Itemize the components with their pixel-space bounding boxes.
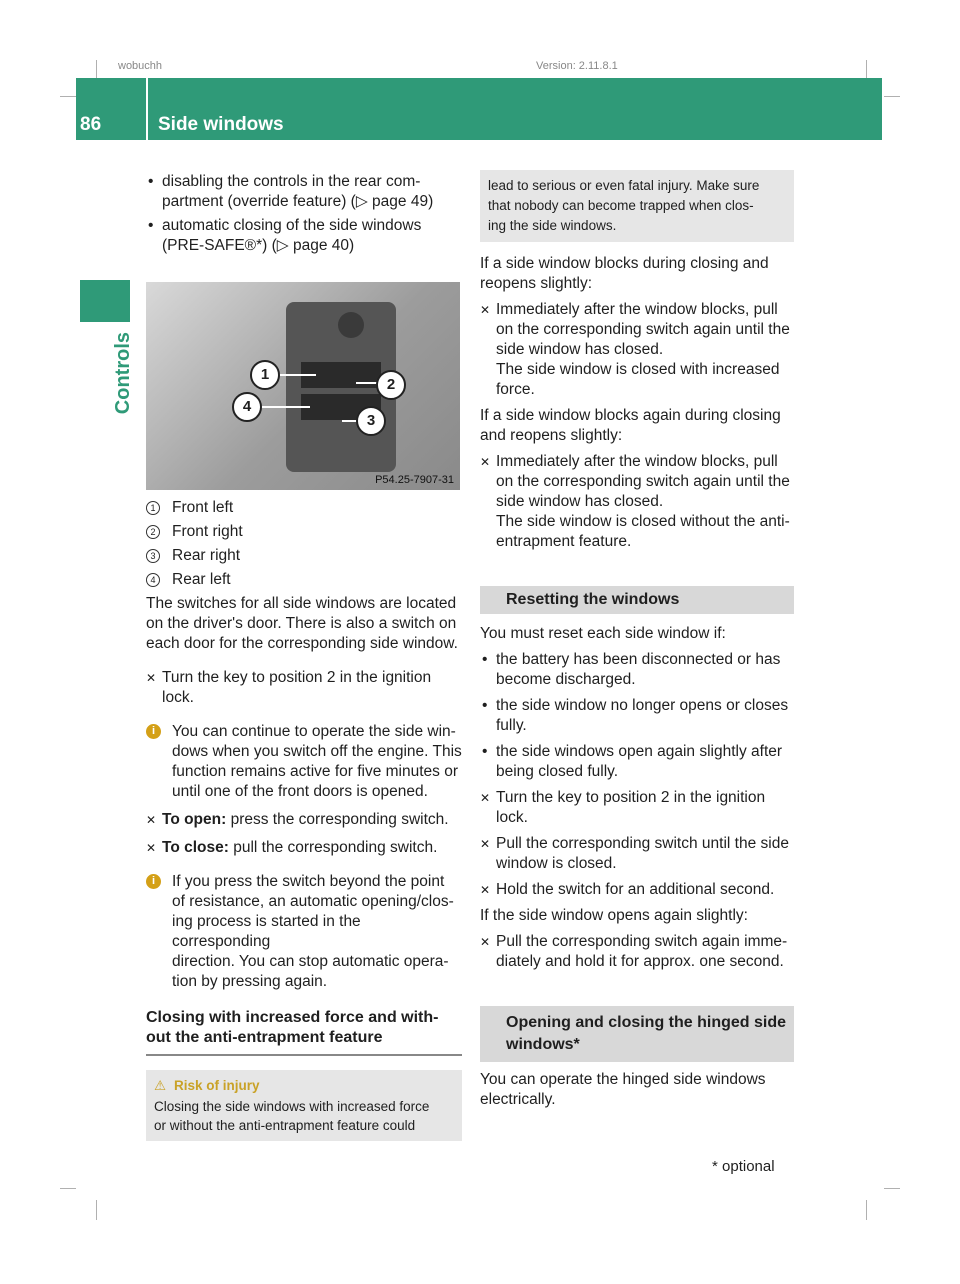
callout-1: 1 xyxy=(250,360,280,390)
section-tab xyxy=(80,280,130,322)
legend-item: 4 Rear left xyxy=(146,570,462,590)
section-heading: Closing with increased force and with- out the anti-entrapment feature xyxy=(146,1009,439,1046)
footnote: * optional xyxy=(712,1158,775,1175)
crop-mark xyxy=(884,1188,900,1189)
list-item: • the side windows open again slightly after being closed fully. xyxy=(482,743,783,780)
instruction-step: ✕ Pull the corresponding switch again imme- diately and hold it for approx. one second. xyxy=(480,933,788,970)
warning-icon: ⚠ xyxy=(154,1078,167,1093)
section-heading: Opening and closing the hinged side windows* xyxy=(480,1006,794,1062)
mirror-adjust-knob xyxy=(338,312,364,338)
info-icon: i xyxy=(146,724,161,739)
crop-info-right: Version: 2.11.8.1 xyxy=(536,60,618,72)
instruction-step: ✕ Immediately after the window blocks, pull on the corresponding switch again until the side window has closed. The side window is closed with increased force. xyxy=(480,301,790,398)
instruction-step: ✕ To open: press the corresponding switch. xyxy=(146,811,449,828)
section-heading: Resetting the windows xyxy=(480,586,794,614)
paragraph: You must reset each side window if: xyxy=(480,625,726,642)
left-column xyxy=(146,172,462,256)
heading-rule xyxy=(146,1054,462,1056)
crop-mark xyxy=(96,1200,97,1220)
info-icon: i xyxy=(146,874,161,889)
page-number: 86 xyxy=(80,114,102,135)
callout-2: 2 xyxy=(376,370,406,400)
page-title: Side windows xyxy=(158,114,284,135)
list-item: • automatic closing of the side windows (PRE-SAFE®*) (▷ page 40) xyxy=(148,217,422,254)
header-divider xyxy=(146,78,148,140)
instruction-step: ✕ Immediately after the window blocks, pull on the corresponding switch again until the side window has closed. The side window is closed without the anti- entrapment feature. xyxy=(480,453,790,550)
instruction-step: ✕ Hold the switch for an additional second. xyxy=(480,881,775,898)
door-switch-photo xyxy=(146,282,460,490)
info-note: i You can continue to operate the side win- dows when you switch off the engine. This function remains active for five minutes or until one of the front doors is opened. xyxy=(146,722,462,802)
paragraph: If a side window blocks again during closing and reopens slightly: xyxy=(480,407,781,444)
instruction-step: ✕ Turn the key to position 2 in the ignition lock. xyxy=(480,789,766,826)
crop-info-left: wobuchh xyxy=(118,60,163,72)
list-item: • the side window no longer opens or closes fully. xyxy=(482,697,789,734)
callout-3: 3 xyxy=(356,406,386,436)
instruction-step: ✕ Pull the corresponding switch until the side window is closed. xyxy=(480,835,789,872)
crop-mark xyxy=(96,60,97,78)
list-item: • disabling the controls in the rear com- partment (override feature) (▷ page 49) xyxy=(148,173,434,210)
paragraph: If a side window blocks during closing and reopens slightly: xyxy=(480,255,769,292)
crop-mark xyxy=(866,1200,867,1220)
paragraph: You can operate the hinged side windows electrically. xyxy=(480,1071,766,1108)
crop-mark xyxy=(60,96,76,97)
info-note: i If you press the switch beyond the point of resistance, an automatic opening/clos- ing process is started in the corresponding direction. You can stop automatic opera- tion by pressing again. xyxy=(146,872,462,992)
paragraph: If the side window opens again slightly: xyxy=(480,907,748,924)
warning-box-continued: lead to serious or even fatal injury. Make sure that nobody can become trapped when clos- ing the side windows. xyxy=(480,170,794,242)
crop-mark xyxy=(884,96,900,97)
paragraph: The switches for all side windows are located on the driver's door. There is also a switch on each door for the corresponding side window. xyxy=(146,595,458,652)
photo-code: P54.25-7907-31 xyxy=(375,474,454,486)
callout-4: 4 xyxy=(232,392,262,422)
crop-mark xyxy=(60,1188,76,1189)
legend-item: 1 Front left xyxy=(146,498,462,518)
section-label: Controls xyxy=(112,332,134,415)
instruction-step: ✕ Turn the key to position 2 in the ignition lock. xyxy=(146,669,432,706)
left-column-body xyxy=(146,498,462,1141)
legend-item: 2 Front right xyxy=(146,522,462,542)
crop-mark xyxy=(866,60,867,78)
warning-box: ⚠ Risk of injury Closing the side windows with increased force or without the anti-entrapment feature could xyxy=(146,1070,462,1141)
instruction-step: ✕ To close: pull the corresponding switch. xyxy=(146,839,438,856)
list-item: • the battery has been disconnected or has become discharged. xyxy=(482,651,781,688)
right-column xyxy=(480,170,794,1110)
legend-item: 3 Rear right xyxy=(146,546,462,566)
